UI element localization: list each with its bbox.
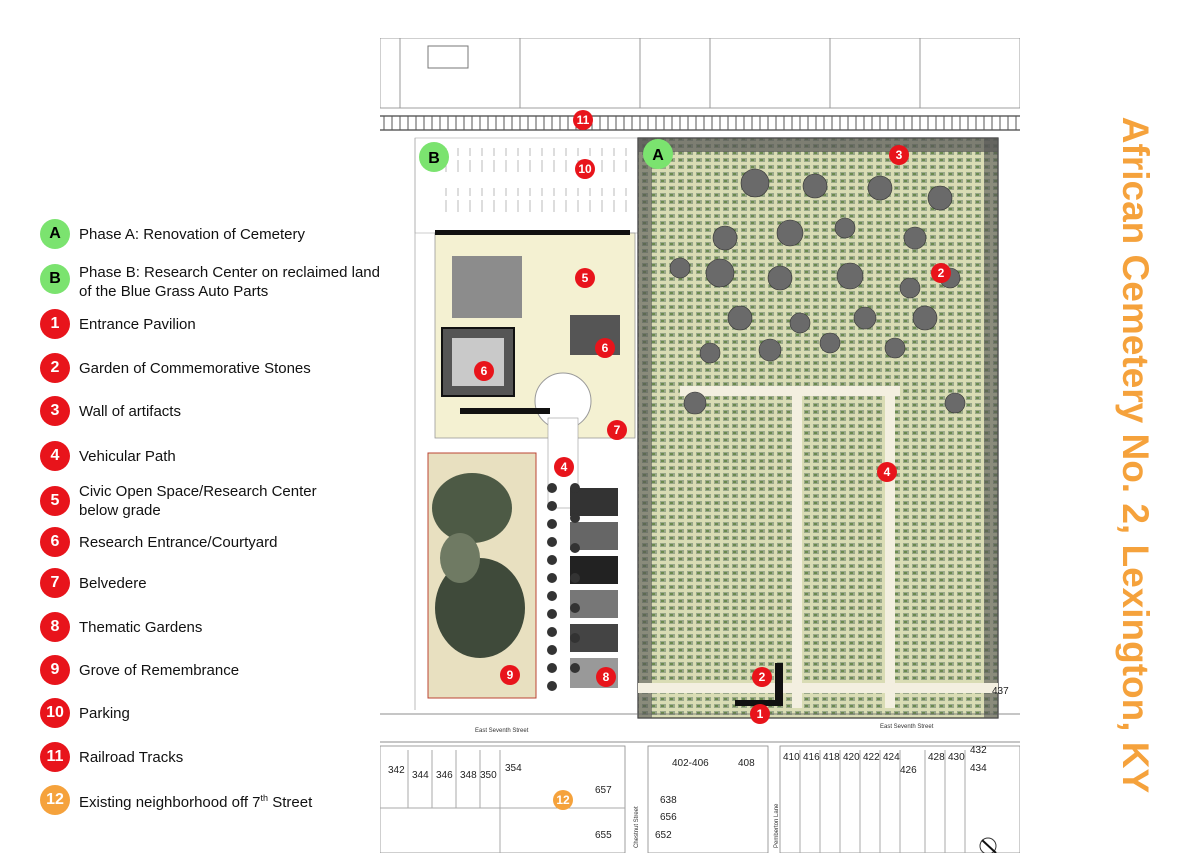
legend-item-2: [40, 353, 311, 383]
street-label: East Seventh Street: [475, 728, 529, 734]
lot-number: 638: [660, 795, 677, 806]
map-marker-label: 8: [602, 670, 610, 684]
map-marker-1: [750, 704, 770, 724]
legend-label: Garden of Commemorative Stones: [79, 359, 311, 377]
legend-item-12: [40, 785, 312, 815]
grove-of-remembrance: [428, 453, 536, 698]
legend-label: Thematic Gardens: [79, 618, 203, 636]
railroad-tracks: [380, 110, 1020, 136]
cemetery: [638, 138, 998, 718]
legend-label: Belvedere: [79, 574, 147, 592]
map-marker-label: 3: [895, 148, 903, 162]
marker-4: 4: [40, 441, 70, 471]
map-marker-label: 5: [581, 271, 589, 285]
map-marker-3: [889, 145, 909, 165]
parking-area: [415, 138, 638, 233]
site-plan-map: [380, 38, 1020, 853]
lot-number: 426: [900, 765, 917, 776]
marker-8: 8: [40, 612, 70, 642]
page-title: African Cemetery No. 2, Lexington, KY: [1115, 116, 1156, 794]
marker-b: B: [40, 264, 70, 294]
marker-5: 5: [40, 486, 70, 516]
map-marker-label: 11: [576, 113, 590, 127]
map-marker-label: A: [652, 147, 664, 164]
legend-item-3: [40, 396, 181, 426]
marker-11: 11: [40, 742, 70, 772]
lot-number: 655: [595, 830, 612, 841]
map-marker-2: [752, 667, 772, 687]
map-marker-label: 2: [758, 670, 766, 684]
map-marker-6: [474, 361, 494, 381]
map-marker-10: [575, 159, 595, 179]
map-marker-label: 7: [613, 423, 621, 437]
map-marker-label: 10: [578, 162, 592, 176]
legend-item-4: [40, 441, 176, 471]
legend-label: Phase A: Renovation of Cemetery: [79, 225, 305, 243]
legend-label: [79, 789, 312, 812]
lot-number: 657: [595, 785, 612, 796]
map-marker-5: [575, 268, 595, 288]
lot-number: 348: [460, 770, 477, 781]
street-label: East Seventh Street: [880, 724, 934, 730]
lot-number: 422: [863, 752, 880, 763]
legend-item-11: [40, 742, 183, 772]
legend-label: Civic Open Space/Research Center below grade: [79, 483, 317, 519]
legend-label-main: Existing neighborhood off 7: [79, 793, 261, 811]
map-marker-label: 2: [937, 266, 945, 280]
lot-number: 432: [970, 745, 987, 756]
map-marker-2: [931, 263, 951, 283]
lot-number: 342: [388, 765, 405, 776]
lot-number: 350: [480, 770, 497, 781]
lot-number: 354: [505, 763, 522, 774]
map-marker-label: 12: [556, 793, 570, 807]
marker-6: 6: [40, 527, 70, 557]
lot-number: 420: [843, 752, 860, 763]
legend-label: Research Entrance/Courtyard: [79, 533, 278, 551]
map-marker-label: 9: [506, 668, 514, 682]
lot-number: 408: [738, 758, 755, 769]
legend-item-7: [40, 568, 147, 598]
legend-label: Parking: [79, 704, 130, 722]
lot-number: 430: [948, 752, 965, 763]
legend-label: Wall of artifacts: [79, 402, 181, 420]
legend-item-9: [40, 655, 239, 685]
legend-label: Vehicular Path: [79, 447, 176, 465]
lot-number: 434: [970, 763, 987, 774]
marker-a: A: [40, 219, 70, 249]
map-marker-label: 4: [560, 460, 568, 474]
map-marker-8: [596, 667, 616, 687]
map-marker-label: B: [428, 150, 440, 167]
lot-number: 344: [412, 770, 429, 781]
side-street-label: Chestnut Street: [634, 806, 640, 848]
lot-number: 424: [883, 752, 900, 763]
lot-number: 652: [655, 830, 672, 841]
marker-12: 12: [40, 785, 70, 815]
legend-label: Entrance Pavilion: [79, 315, 196, 333]
lot-number: 410: [783, 752, 800, 763]
map-marker-12: [553, 790, 573, 810]
map-marker-4: [877, 462, 897, 482]
lot-number: 656: [660, 812, 677, 823]
map-marker-7: [607, 420, 627, 440]
legend-item-10: [40, 698, 130, 728]
wall-of-artifacts: [775, 663, 783, 703]
map-marker-11: [573, 110, 593, 130]
map-marker-label: 4: [883, 465, 891, 479]
marker-2: 2: [40, 353, 70, 383]
marker-9: 9: [40, 655, 70, 685]
legend-item-8: [40, 612, 202, 642]
map-marker-label: 6: [480, 364, 488, 378]
side-street-label: Pemberton Lane: [774, 803, 780, 848]
legend-label: Railroad Tracks: [79, 748, 184, 766]
legend-item-1: [40, 309, 196, 339]
lot-number: 428: [928, 752, 945, 763]
map-marker-4: [554, 457, 574, 477]
legend-item-6: [40, 527, 277, 557]
lot-number: 346: [436, 770, 453, 781]
marker-1: 1: [40, 309, 70, 339]
legend-label-sup: th: [260, 792, 269, 803]
map-marker-a: [643, 139, 673, 169]
lot-number: 416: [803, 752, 820, 763]
lot-number: 402-406: [672, 758, 709, 769]
lot-number: 418: [823, 752, 840, 763]
lot-number: 437: [992, 686, 1009, 697]
legend-label: Grove of Remembrance: [79, 661, 240, 679]
legend-item-5: [40, 482, 359, 520]
legend-item-phase-b: [40, 263, 389, 301]
map-marker-label: 1: [756, 707, 764, 721]
legend-label-end: Street: [268, 793, 313, 811]
map-marker-9: [500, 665, 520, 685]
marker-3: 3: [40, 396, 70, 426]
map-marker-b: [419, 142, 449, 172]
north-lots: [380, 38, 1020, 108]
map-marker-6: [595, 338, 615, 358]
marker-7: 7: [40, 568, 70, 598]
marker-10: 10: [40, 698, 70, 728]
legend-label: Phase B: Research Center on reclaimed land of the Blue Grass Auto Parts: [79, 264, 380, 300]
legend-item-phase-a: [40, 219, 305, 249]
map-marker-label: 6: [601, 341, 609, 355]
